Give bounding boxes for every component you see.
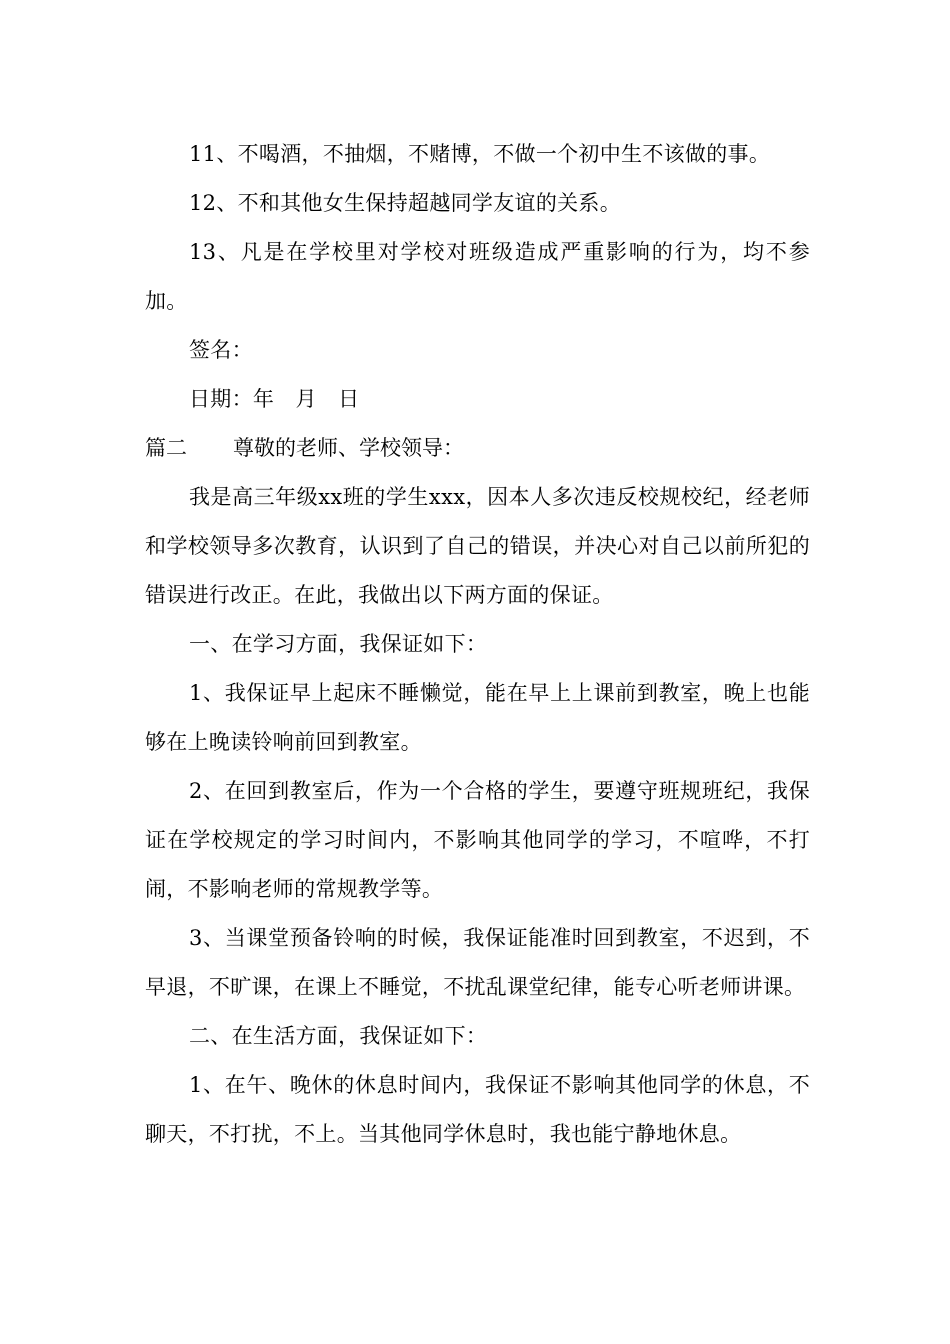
study-item-2: 2、在回到教室后，作为一个合格的学生，要遵守班规班纪，我保证在学校规定的学习时间内，不影响其他同学的学习，不喧哗，不打闹，不影响老师的常规教学等。	[145, 779, 810, 901]
study-item-3: 3、当课堂预备铃响的时候，我保证能准时回到教室，不迟到，不早退，不旷课，在课上不睡觉，不扰乱课堂纪律，能专心听老师讲课。	[145, 926, 810, 999]
document-body	[145, 130, 810, 1159]
rule-11-paragraph: 11、不喝酒，不抽烟，不赌博，不做一个初中生不该做的事。	[189, 142, 771, 166]
rule-12-paragraph: 12、不和其他女生保持超越同学友谊的关系。	[189, 191, 622, 215]
rule-13-paragraph: 13、凡是在学校里对学校对班级造成严重影响的行为，均不参加。	[145, 240, 810, 313]
date-line: 日期：年 月 日	[189, 387, 360, 411]
section-salutation: 尊敬的老师、学校领导：	[233, 436, 464, 460]
section-label: 篇二	[145, 436, 187, 460]
section-heading	[145, 424, 810, 473]
life-item-1: 1、在午、晚休的休息时间内，我保证不影响其他同学的休息，不聊天，不打扰，不上。当其他同学休息时，我也能宁静地休息。	[145, 1073, 810, 1146]
study-heading: 一、在学习方面，我保证如下：	[189, 632, 488, 656]
intro-paragraph: 我是高三年级xx班的学生xxx，因本人多次违反校规校纪，经老师和学校领导多次教育，认识到了自己的错误，并决心对自己以前所犯的错误进行改正。在此，我做出以下两方面的保证。	[145, 485, 810, 607]
study-item-1: 1、我保证早上起床不睡懒觉，能在早上上课前到教室，晚上也能够在上晚读铃响前回到教室。	[145, 681, 810, 754]
signature-line: 签名：	[189, 338, 253, 362]
life-heading: 二、在生活方面，我保证如下：	[189, 1024, 488, 1048]
